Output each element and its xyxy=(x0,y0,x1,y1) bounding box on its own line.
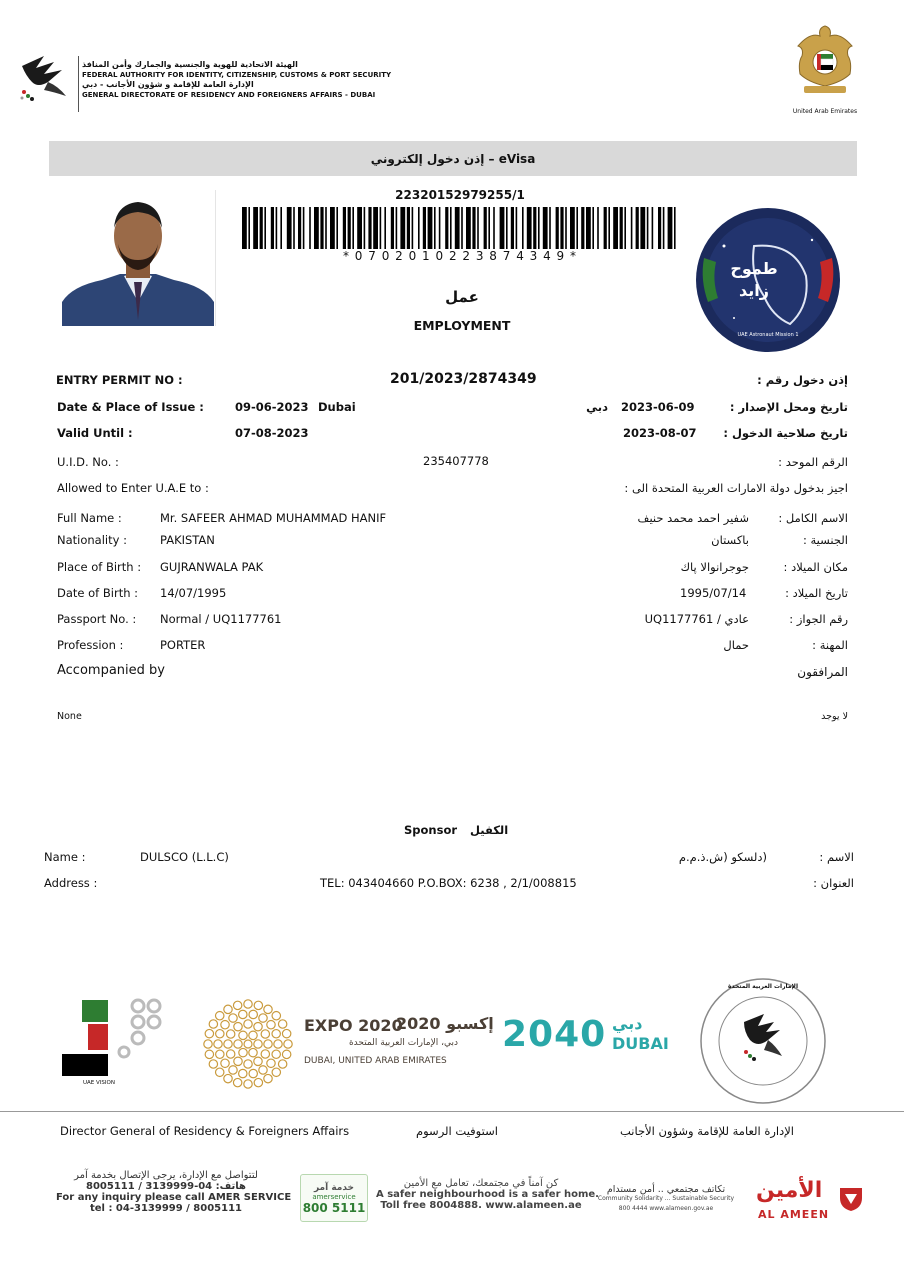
amer-logo-en: amerservice xyxy=(312,1193,356,1201)
issue-place: Dubai xyxy=(318,400,356,414)
uid-label-ar: الرقم الموحد : xyxy=(778,455,848,469)
dubai-2040-digits: 2040 xyxy=(502,1014,607,1055)
expo-ring xyxy=(226,1050,234,1058)
barcode-bar xyxy=(560,207,563,249)
barcode-bar xyxy=(280,207,282,249)
valid-label-ar: تاريخ صلاحية الدخول : xyxy=(723,426,848,440)
barcode-bar xyxy=(527,207,532,249)
expo-ring xyxy=(239,1069,247,1077)
barcode-bar xyxy=(493,207,495,249)
alameen-slogan-en-2: Toll free 8004888. www.alameen.ae xyxy=(380,1200,582,1211)
dubai-2040-ar: دبي xyxy=(612,1014,643,1033)
expo-ring xyxy=(209,1020,217,1028)
sponsor-title-en: Sponsor xyxy=(404,823,458,837)
barcode-bar xyxy=(477,207,479,249)
barcode-bar xyxy=(352,207,354,249)
barcode-bar xyxy=(264,207,266,249)
barcode-bar xyxy=(549,207,551,249)
expo-2020-logo xyxy=(200,996,494,1092)
barcode-top-number: 22320152979255/1 xyxy=(395,188,525,202)
sponsor-title-ar: الكفيل xyxy=(470,823,509,837)
dubai-2040-en: DUBAI xyxy=(612,1034,669,1053)
profession-value-ar: حمال xyxy=(723,638,749,652)
passport-value-ar: عادي / UQ1177761 xyxy=(644,612,749,626)
barcode-bar xyxy=(624,207,626,249)
expo-ring xyxy=(278,1020,286,1028)
alameen-slogan-block xyxy=(376,1178,599,1211)
expo-ring xyxy=(244,1060,252,1068)
astronaut-mission-emblem xyxy=(694,206,842,354)
expo-ring xyxy=(229,1014,237,1022)
expo-ring xyxy=(278,1060,286,1068)
alameen-slogan-ar: كن آمناً في مجتمعك، تعامل مع الأمين xyxy=(403,1178,559,1189)
barcode-bar xyxy=(276,207,278,249)
barcode-bar xyxy=(674,207,676,249)
barcode-bar xyxy=(330,207,335,249)
expo-ring xyxy=(224,1005,232,1013)
uid-label-en: U.I.D. No. : xyxy=(57,455,119,469)
issue-place-ar: دبي xyxy=(586,400,608,414)
barcode-bar xyxy=(472,207,475,249)
barcode-bar xyxy=(581,207,584,249)
barcode-bar xyxy=(516,207,518,249)
expo-ring xyxy=(244,1020,252,1028)
expo-ring xyxy=(254,1001,262,1009)
barcode-bar xyxy=(364,207,366,249)
expo-ring xyxy=(267,1021,275,1029)
barcode-bar xyxy=(608,207,610,249)
federal-authority-seal xyxy=(698,976,828,1106)
barcode-bar xyxy=(538,207,540,249)
barcode-bar xyxy=(506,207,508,249)
accompanied-label-ar: المرافقون xyxy=(797,665,848,679)
amer-contact-ar-2: هاتف: 04-3139999 / 8005111 xyxy=(86,1181,246,1192)
expo-ring xyxy=(216,1050,224,1058)
fees-paid-label: استوفيت الرسوم xyxy=(416,1124,498,1138)
barcode-bar xyxy=(455,207,460,249)
expo-ring xyxy=(244,1000,252,1008)
barcode-bar xyxy=(314,207,319,249)
expo-sub-ar: دبي، الإمارات العربية المتحدة xyxy=(348,1038,458,1048)
directorate-name-en: GENERAL DIRECTORATE OF RESIDENCY AND FOREIGNERS AFFAIRS - DUBAI xyxy=(82,91,376,99)
seal-text: الإمارات العربية المتحدة xyxy=(727,983,799,990)
evisa-title: إذن دخول إلكتروني – eVisa xyxy=(370,151,536,166)
expo-ring xyxy=(272,1030,280,1038)
fullname-value-ar: شفير احمد محمد حنيف xyxy=(637,511,749,525)
accompanied-label-en: Accompanied by xyxy=(57,663,165,678)
barcode-bar xyxy=(320,207,323,249)
expo-ring xyxy=(233,1001,241,1009)
fullname-label-en: Full Name : xyxy=(57,511,122,525)
barcode-bar xyxy=(658,207,661,249)
passport-label-ar: رقم الجواز : xyxy=(789,612,848,626)
expo-ring xyxy=(234,1022,242,1030)
expo-ring xyxy=(249,1048,257,1056)
barcode-bar xyxy=(511,207,514,249)
authority-logo xyxy=(14,52,76,110)
expo-title-en: EXPO 2020 xyxy=(304,1016,403,1035)
expo-ring xyxy=(272,1050,280,1058)
barcode-bar xyxy=(439,207,441,249)
authority-name-en: FEDERAL AUTHORITY FOR IDENTITY, CITIZENSHIP, CUSTOMS & PORT SECURITY xyxy=(82,71,392,79)
expo-ring xyxy=(209,1060,217,1068)
sponsor-name-label-ar: الاسم : xyxy=(819,850,854,864)
barcode-bar xyxy=(450,207,452,249)
expo-ring xyxy=(234,1040,242,1048)
sponsor-address-label-ar: العنوان : xyxy=(813,876,854,890)
issue-label-en: Date & Place of Issue : xyxy=(57,400,204,414)
barcode-bar xyxy=(461,207,463,249)
expo-ring xyxy=(284,1040,292,1048)
birthplace-label-en: Place of Birth : xyxy=(57,560,142,574)
amer-logo-number: 800 5111 xyxy=(302,1201,366,1215)
expo-ring xyxy=(282,1029,290,1037)
expo-ring xyxy=(221,1059,229,1067)
barcode-bar xyxy=(613,207,618,249)
alameen-logo-en: AL AMEEN xyxy=(758,1208,830,1221)
fullname-value-en: Mr. SAFEER AHMAD MUHAMMAD HANIF xyxy=(160,511,387,525)
barcode-bar xyxy=(543,207,548,249)
barcode-bar xyxy=(412,207,414,249)
expo-ring xyxy=(267,1059,275,1067)
barcode-bar xyxy=(586,207,591,249)
uid-value: 235407778 xyxy=(423,454,489,468)
barcode xyxy=(242,207,678,249)
emblem-title-ar: طموح زايد xyxy=(730,259,778,300)
expo-ring xyxy=(233,1078,241,1086)
valid-date: 07-08-2023 xyxy=(235,426,309,440)
evisa-banner xyxy=(49,141,857,176)
valid-date-ar: 2023-08-07 xyxy=(623,426,697,440)
applicant-photo xyxy=(62,190,214,326)
permit-number: 201/2023/2874349 xyxy=(390,371,537,387)
barcode-bar xyxy=(325,207,327,249)
expo-sub-en: DUBAI, UNITED ARAB EMIRATES xyxy=(304,1056,447,1066)
barcode-bar xyxy=(428,207,433,249)
uae-emblem-caption: United Arab Emirates xyxy=(792,108,858,115)
barcode-bar xyxy=(576,207,578,249)
permit-label-en: ENTRY PERMIT NO : xyxy=(56,373,183,387)
photo-divider xyxy=(215,190,216,326)
expo-ring xyxy=(216,1068,224,1076)
visa-type-ar: عمل xyxy=(445,288,479,306)
barcode-bar xyxy=(357,207,362,249)
emblem-ring-text: UAE Astronaut Mission 1 xyxy=(737,332,799,338)
barcode-bar xyxy=(522,207,524,249)
barcode-bar xyxy=(434,207,436,249)
permit-label-ar: إذن دخول رقم : xyxy=(757,373,848,387)
amer-service-logo xyxy=(300,1174,368,1222)
amer-contact-block xyxy=(56,1170,292,1214)
uae-emblem xyxy=(790,22,860,114)
barcode-bar xyxy=(570,207,575,249)
barcode-bar xyxy=(604,207,607,249)
expo-ring xyxy=(274,1040,282,1048)
falcon-logo-icon xyxy=(14,52,76,110)
amer-logo-ar: خدمة آمر xyxy=(313,1183,355,1193)
barcode-bottom-number: * 0 7 0 2 0 1 0 2 2 3 8 7 4 3 4 9 * xyxy=(342,249,577,263)
expo-ring xyxy=(249,1031,257,1039)
expo-ring xyxy=(224,1074,232,1082)
expo-ring xyxy=(264,1040,272,1048)
profession-label-ar: المهنة : xyxy=(812,638,848,652)
expo-ring xyxy=(221,1021,229,1029)
nationality-label-en: Nationality : xyxy=(57,533,127,547)
barcode-bar xyxy=(466,207,471,249)
valid-label-en: Valid Until : xyxy=(57,426,133,440)
expo-ring xyxy=(254,1078,262,1086)
expo-ring xyxy=(204,1040,212,1048)
expo-ring xyxy=(254,1022,262,1030)
barcode-bar xyxy=(384,207,386,249)
barcode-bar xyxy=(287,207,292,249)
barcode-bar xyxy=(597,207,599,249)
sponsor-address: TEL: 043404660 P.O.BOX: 6238 , 2/1/008815 xyxy=(320,876,577,890)
expo-ring xyxy=(249,1010,257,1018)
expo-ring xyxy=(244,1040,252,1048)
expo-ring xyxy=(216,1030,224,1038)
barcode-bar xyxy=(343,207,346,249)
nationality-value-en: PAKISTAN xyxy=(160,533,215,547)
birthplace-label-ar: مكان الميلاد : xyxy=(783,560,848,574)
barcode-bar xyxy=(647,207,649,249)
expo-ring xyxy=(259,1014,267,1022)
dubai-2040-logo xyxy=(500,1012,670,1060)
expo-ring xyxy=(216,1012,224,1020)
uae-vision-caption: UAE VISION xyxy=(83,1080,115,1086)
alameen-shield-icon xyxy=(836,1182,866,1212)
expo-ring xyxy=(229,1066,237,1074)
uae-vision-logo xyxy=(58,996,170,1092)
expo-ring xyxy=(264,1074,272,1082)
birthdate-value-ar: 1995/07/14 xyxy=(680,586,747,600)
expo-rings-icon xyxy=(200,996,296,1092)
expo-ring xyxy=(249,1069,257,1077)
expo-ring xyxy=(272,1012,280,1020)
profession-value-en: PORTER xyxy=(160,638,206,652)
sponsor-name-ar: (دلسكو (ش.ذ.م.م xyxy=(678,850,767,864)
profession-label-en: Profession : xyxy=(57,638,124,652)
uae-vision-icon xyxy=(58,996,170,1092)
expo-ring xyxy=(282,1050,290,1058)
issue-label-ar: تاريخ ومحل الإصدار : xyxy=(729,400,848,414)
passport-label-en: Passport No. : xyxy=(57,612,137,626)
expo-ring xyxy=(214,1040,222,1048)
barcode-bar xyxy=(556,207,559,249)
expo-title-ar: إكسبو 2020 xyxy=(396,1014,494,1033)
expo-ring xyxy=(254,1040,262,1048)
expo-ring xyxy=(272,1068,280,1076)
birthdate-label-ar: تاريخ الميلاد : xyxy=(785,586,848,600)
sponsor-name-label-en: Name : xyxy=(44,850,86,864)
alameen-logo xyxy=(756,1178,868,1226)
birthplace-value-ar: جوجرانوالا پاك xyxy=(680,560,749,574)
barcode-bar xyxy=(373,207,378,249)
barcode-bar xyxy=(500,207,505,249)
nationality-value-ar: باكستان xyxy=(711,533,749,547)
solidarity-ar: تكاتف مجتمعي .. أمن مستدام xyxy=(606,1184,726,1195)
expo-ring xyxy=(239,1031,247,1039)
barcode-bar xyxy=(271,207,274,249)
nationality-label-ar: الجنسية : xyxy=(802,533,848,547)
barcode-bar xyxy=(663,207,665,249)
barcode-bar xyxy=(652,207,654,249)
birthdate-label-en: Date of Birth : xyxy=(57,586,139,600)
barcode-bar xyxy=(396,207,398,249)
barcode-bar xyxy=(488,207,490,249)
portrait-icon xyxy=(62,190,214,326)
barcode-bar xyxy=(484,207,487,249)
amer-contact-ar-1: لتتواصل مع الإدارة، يرجى الإتصال بخدمة آمر xyxy=(74,1170,258,1181)
barcode-bar xyxy=(248,207,250,249)
solidarity-contact: 800 4444 www.alameen.gov.ae xyxy=(618,1205,714,1212)
expo-ring xyxy=(205,1029,213,1037)
passport-value-en: Normal / UQ1177761 xyxy=(160,612,282,626)
barcode-bar xyxy=(368,207,371,249)
footer-divider xyxy=(0,1111,904,1112)
barcode-bar xyxy=(309,207,311,249)
barcode-bar xyxy=(336,207,338,249)
expo-ring xyxy=(205,1050,213,1058)
barcode-bar xyxy=(636,207,639,249)
barcode-bar xyxy=(380,207,382,249)
barcode-bar xyxy=(303,207,305,249)
community-solidarity-block xyxy=(596,1184,736,1212)
accompanied-value-ar: لا يوجد xyxy=(821,711,848,722)
barcode-bar xyxy=(293,207,295,249)
visa-type-en: EMPLOYMENT xyxy=(413,318,511,333)
barcode-bar xyxy=(565,207,567,249)
dubai-2040-number xyxy=(502,1014,606,1055)
barcode-bar xyxy=(640,207,645,249)
barcode-bar xyxy=(407,207,410,249)
header-divider xyxy=(78,56,79,112)
amer-contact-en-1: For any inquiry please call AMER SERVICE xyxy=(56,1192,292,1203)
sponsor-address-label-en: Address : xyxy=(44,876,98,890)
expo-ring xyxy=(244,1080,252,1088)
expo-ring xyxy=(261,1050,269,1058)
allowed-label-ar: اجيز بدخول دولة الامارات العربية المتحدة الى : xyxy=(624,481,848,495)
barcode-bar xyxy=(400,207,405,249)
footer-directorate-ar: الإدارة العامة للإقامة وشؤون الأجانب xyxy=(619,1124,794,1138)
barcode-bar xyxy=(668,207,673,249)
authority-name-ar: الهيئة الاتحادية للهوية والجنسية والجمارك وأمن المنافذ xyxy=(82,60,298,69)
expo-ring xyxy=(259,1066,267,1074)
amer-contact-en-2: tel : 04-3139999 / 8005111 xyxy=(89,1203,243,1214)
barcode-bar xyxy=(533,207,536,249)
expo-ring xyxy=(239,1048,247,1056)
expo-ring xyxy=(261,1030,269,1038)
birthdate-value-en: 14/07/1995 xyxy=(160,586,227,600)
barcode-bar xyxy=(631,207,633,249)
barcode-bar xyxy=(391,207,394,249)
directorate-name-ar: الإدارة العامة للإقامة و شؤون الأجانب - دبي xyxy=(82,80,254,89)
seal-icon xyxy=(698,976,828,1106)
eagle-emblem-icon xyxy=(790,22,860,104)
barcode-bar xyxy=(260,207,263,249)
barcode-bar xyxy=(423,207,426,249)
fullname-label-ar: الاسم الكامل : xyxy=(778,511,848,525)
barcode-bar xyxy=(620,207,623,249)
barcode-bar xyxy=(418,207,420,249)
alameen-slogan-en-1: A safer neighbourhood is a safer home. xyxy=(376,1189,599,1200)
sponsor-name-en: DULSCO (L.L.C) xyxy=(140,850,229,864)
barcode-bar xyxy=(253,207,258,249)
allowed-label-en: Allowed to Enter U.A.E to : xyxy=(57,481,209,495)
barcode-bar xyxy=(348,207,351,249)
barcode-bar xyxy=(445,207,448,249)
barcode-bars xyxy=(242,207,678,249)
issue-date: 09-06-2023 xyxy=(235,400,309,414)
barcode-bar xyxy=(592,207,594,249)
barcode-bar xyxy=(242,207,247,249)
alameen-logo-ar: الأمين xyxy=(756,1178,823,1203)
issue-date-ar: 2023-06-09 xyxy=(621,400,695,414)
accompanied-value-en: None xyxy=(57,711,82,722)
expo-ring xyxy=(234,1057,242,1065)
expo-ring xyxy=(226,1030,234,1038)
expo-ring xyxy=(239,1010,247,1018)
birthplace-value-en: GUJRANWALA PAK xyxy=(160,560,264,574)
expo-ring xyxy=(224,1040,232,1048)
barcode-bar xyxy=(298,207,301,249)
director-general-label: Director General of Residency & Foreigners Affairs xyxy=(60,1124,350,1138)
solidarity-en: Community Solidarity ... Sustainable Security xyxy=(597,1195,735,1202)
expo-ring xyxy=(264,1005,272,1013)
expo-ring xyxy=(254,1057,262,1065)
authority-text xyxy=(82,60,392,100)
